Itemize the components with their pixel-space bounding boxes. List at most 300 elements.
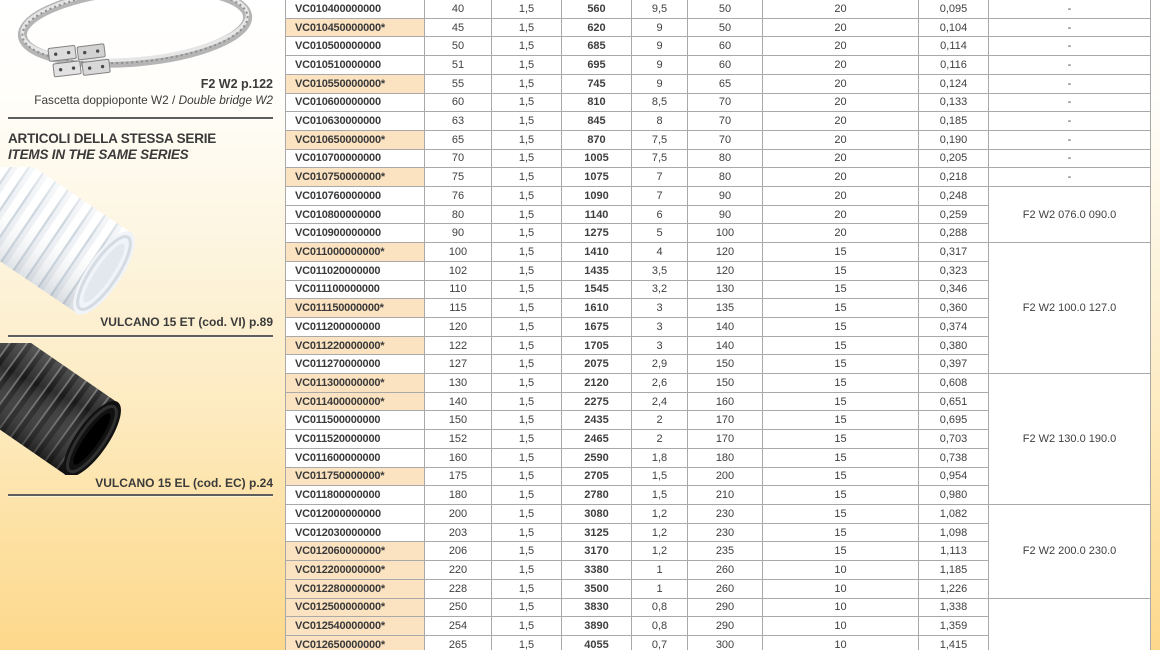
bend-radius-cell: 60 (688, 56, 763, 75)
bend-radius-cell: 70 (688, 112, 763, 131)
length-cell: 15 (763, 243, 919, 262)
length-cell: 15 (763, 430, 919, 449)
product-code-cell: VC011300000000* (286, 374, 425, 393)
weight-gm-cell: 745 (562, 75, 632, 94)
vacuum-cell: 9 (632, 19, 688, 38)
wall-thickness-cell: 1,5 (492, 636, 562, 650)
weight-gm-cell: 3830 (562, 599, 632, 618)
accessory-group-cell: F2 W2 076.0 090.0 (989, 187, 1151, 243)
weight-gm-cell: 1140 (562, 206, 632, 225)
accessory-group-cell: F2 W2 200.0 230.0 (989, 505, 1151, 599)
bend-radius-cell: 130 (688, 281, 763, 300)
weight-gm-cell: 810 (562, 94, 632, 113)
diameter-cell: 203 (425, 524, 492, 543)
length-cell: 15 (763, 542, 919, 561)
weight-kg-cell: 0,954 (919, 468, 989, 487)
bend-radius-cell: 235 (688, 542, 763, 561)
length-cell: 15 (763, 281, 919, 300)
weight-kg-cell: 0,380 (919, 337, 989, 356)
product-code-cell: VC011500000000 (286, 411, 425, 430)
vacuum-cell: 3 (632, 318, 688, 337)
weight-kg-cell: 1,226 (919, 580, 989, 599)
weight-gm-cell: 1675 (562, 318, 632, 337)
product-code-cell: VC010500000000 (286, 37, 425, 56)
accessory-group-cell (989, 599, 1151, 650)
diameter-cell: 150 (425, 411, 492, 430)
product-code-cell: VC011100000000 (286, 281, 425, 300)
length-cell: 15 (763, 393, 919, 412)
product-code-cell: VC012650000000* (286, 636, 425, 650)
length-cell: 20 (763, 56, 919, 75)
product-code-cell: VC011020000000 (286, 262, 425, 281)
wall-thickness-cell: 1,5 (492, 19, 562, 38)
weight-kg-cell: 0,248 (919, 187, 989, 206)
length-cell: 10 (763, 561, 919, 580)
weight-gm-cell: 620 (562, 19, 632, 38)
bend-radius-cell: 80 (688, 150, 763, 169)
product-code-cell: VC011400000000* (286, 393, 425, 412)
product-code-cell: VC010550000000* (286, 75, 425, 94)
wall-thickness-cell: 1,5 (492, 599, 562, 618)
length-cell: 15 (763, 337, 919, 356)
weight-kg-cell: 1,338 (919, 599, 989, 618)
wall-thickness-cell: 1,5 (492, 337, 562, 356)
vacuum-cell: 9 (632, 37, 688, 56)
weight-kg-cell: 0,346 (919, 281, 989, 300)
weight-kg-cell: 0,360 (919, 299, 989, 318)
vacuum-cell: 1,5 (632, 468, 688, 487)
weight-gm-cell: 1075 (562, 168, 632, 187)
product-code-cell: VC010700000000 (286, 150, 425, 169)
weight-kg-cell: 0,608 (919, 374, 989, 393)
weight-gm-cell: 1545 (562, 281, 632, 300)
diameter-cell: 65 (425, 131, 492, 150)
clamp-caption: Fascetta doppioponte W2 / Double bridge W2 (34, 93, 273, 107)
clamp-page-ref: F2 W2 p.122 (200, 77, 273, 91)
diameter-cell: 140 (425, 393, 492, 412)
vacuum-cell: 0,8 (632, 617, 688, 636)
product-code-cell: VC010450000000* (286, 19, 425, 38)
length-cell: 20 (763, 94, 919, 113)
series-heading-english: ITEMS IN THE SAME SERIES (8, 147, 189, 162)
weight-kg-cell: 0,095 (919, 0, 989, 19)
vacuum-cell: 1,2 (632, 524, 688, 543)
black-hose-image (0, 343, 172, 475)
length-cell: 10 (763, 580, 919, 599)
product-code-cell: VC011800000000 (286, 486, 425, 505)
bend-radius-cell: 90 (688, 187, 763, 206)
accessory-cell: - (989, 131, 1151, 150)
diameter-cell: 55 (425, 75, 492, 94)
bend-radius-cell: 260 (688, 580, 763, 599)
weight-gm-cell: 2275 (562, 393, 632, 412)
weight-kg-cell: 0,190 (919, 131, 989, 150)
accessory-cell: - (989, 75, 1151, 94)
diameter-cell: 254 (425, 617, 492, 636)
wall-thickness-cell: 1,5 (492, 449, 562, 468)
product-code-cell: VC012500000000* (286, 599, 425, 618)
weight-gm-cell: 2780 (562, 486, 632, 505)
weight-kg-cell: 0,259 (919, 206, 989, 225)
wall-thickness-cell: 1,5 (492, 411, 562, 430)
wall-thickness-cell: 1,5 (492, 505, 562, 524)
product-code-cell: VC012540000000* (286, 617, 425, 636)
diameter-cell: 40 (425, 0, 492, 19)
diameter-cell: 265 (425, 636, 492, 650)
wall-thickness-cell: 1,5 (492, 0, 562, 19)
weight-kg-cell: 0,323 (919, 262, 989, 281)
weight-gm-cell: 3125 (562, 524, 632, 543)
bend-radius-cell: 230 (688, 524, 763, 543)
weight-gm-cell: 2120 (562, 374, 632, 393)
wall-thickness-cell: 1,5 (492, 617, 562, 636)
bend-radius-cell: 120 (688, 243, 763, 262)
wall-thickness-cell: 1,5 (492, 486, 562, 505)
bend-radius-cell: 50 (688, 0, 763, 19)
weight-kg-cell: 0,288 (919, 224, 989, 243)
weight-kg-cell: 0,980 (919, 486, 989, 505)
vacuum-cell: 2 (632, 430, 688, 449)
bend-radius-cell: 170 (688, 430, 763, 449)
wall-thickness-cell: 1,5 (492, 524, 562, 543)
weight-kg-cell: 0,185 (919, 112, 989, 131)
bend-radius-cell: 80 (688, 168, 763, 187)
bend-radius-cell: 60 (688, 37, 763, 56)
product-code-cell: VC012060000000* (286, 542, 425, 561)
diameter-cell: 120 (425, 318, 492, 337)
series-heading-italian: ARTICOLI DELLA STESSA SERIE (8, 131, 217, 146)
wall-thickness-cell: 1,5 (492, 542, 562, 561)
length-cell: 20 (763, 0, 919, 19)
vacuum-cell: 8 (632, 112, 688, 131)
bend-radius-cell: 290 (688, 617, 763, 636)
vacuum-cell: 0,8 (632, 599, 688, 618)
weight-kg-cell: 0,695 (919, 411, 989, 430)
clamp-caption-italian: Fascetta doppioponte W2 (34, 93, 169, 107)
wall-thickness-cell: 1,5 (492, 224, 562, 243)
length-cell: 15 (763, 486, 919, 505)
product-code-cell: VC010600000000 (286, 94, 425, 113)
wall-thickness-cell: 1,5 (492, 374, 562, 393)
weight-gm-cell: 685 (562, 37, 632, 56)
vacuum-cell: 6 (632, 206, 688, 225)
weight-gm-cell: 1410 (562, 243, 632, 262)
vacuum-cell: 3,5 (632, 262, 688, 281)
bend-radius-cell: 150 (688, 374, 763, 393)
weight-kg-cell: 0,374 (919, 318, 989, 337)
length-cell: 15 (763, 355, 919, 374)
bend-radius-cell: 180 (688, 449, 763, 468)
wall-thickness-cell: 1,5 (492, 150, 562, 169)
diameter-cell: 228 (425, 580, 492, 599)
length-cell: 20 (763, 187, 919, 206)
length-cell: 15 (763, 449, 919, 468)
vacuum-cell: 9 (632, 75, 688, 94)
vacuum-cell: 7,5 (632, 150, 688, 169)
weight-kg-cell: 0,114 (919, 37, 989, 56)
product-code-cell: VC011750000000* (286, 468, 425, 487)
vacuum-cell: 2 (632, 411, 688, 430)
divider-line (8, 335, 273, 337)
accessory-cell: - (989, 56, 1151, 75)
diameter-cell: 110 (425, 281, 492, 300)
length-cell: 20 (763, 131, 919, 150)
diameter-cell: 250 (425, 599, 492, 618)
length-cell: 20 (763, 19, 919, 38)
wall-thickness-cell: 1,5 (492, 56, 562, 75)
wall-thickness-cell: 1,5 (492, 131, 562, 150)
vacuum-cell: 1,5 (632, 486, 688, 505)
length-cell: 15 (763, 262, 919, 281)
vacuum-cell: 2,9 (632, 355, 688, 374)
diameter-cell: 180 (425, 486, 492, 505)
diameter-cell: 130 (425, 374, 492, 393)
vacuum-cell: 9,5 (632, 0, 688, 19)
diameter-cell: 60 (425, 94, 492, 113)
length-cell: 20 (763, 150, 919, 169)
accessory-cell: - (989, 19, 1151, 38)
weight-gm-cell: 2435 (562, 411, 632, 430)
weight-gm-cell: 2590 (562, 449, 632, 468)
product-code-cell: VC011270000000 (286, 355, 425, 374)
wall-thickness-cell: 1,5 (492, 262, 562, 281)
vacuum-cell: 7 (632, 168, 688, 187)
weight-kg-cell: 0,317 (919, 243, 989, 262)
length-cell: 20 (763, 37, 919, 56)
bend-radius-cell: 210 (688, 486, 763, 505)
bend-radius-cell: 65 (688, 75, 763, 94)
weight-gm-cell: 695 (562, 56, 632, 75)
weight-kg-cell: 1,113 (919, 542, 989, 561)
wall-thickness-cell: 1,5 (492, 243, 562, 262)
vacuum-cell: 2,6 (632, 374, 688, 393)
product-code-cell: VC010750000000* (286, 168, 425, 187)
bend-radius-cell: 140 (688, 337, 763, 356)
accessory-group-cell: F2 W2 100.0 127.0 (989, 243, 1151, 374)
black-hose-label: VULCANO 15 EL (cod. EC) p.24 (95, 476, 273, 490)
accessory-group-cell: F2 W2 130.0 190.0 (989, 374, 1151, 505)
diameter-cell: 220 (425, 561, 492, 580)
weight-kg-cell: 0,104 (919, 19, 989, 38)
wall-thickness-cell: 1,5 (492, 112, 562, 131)
weight-gm-cell: 3170 (562, 542, 632, 561)
product-code-cell: VC011220000000* (286, 337, 425, 356)
wall-thickness-cell: 1,5 (492, 561, 562, 580)
product-code-cell: VC012030000000 (286, 524, 425, 543)
weight-gm-cell: 2075 (562, 355, 632, 374)
weight-kg-cell: 0,218 (919, 168, 989, 187)
weight-gm-cell: 560 (562, 0, 632, 19)
weight-kg-cell: 1,082 (919, 505, 989, 524)
product-code-cell: VC012000000000 (286, 505, 425, 524)
diameter-cell: 206 (425, 542, 492, 561)
bend-radius-cell: 200 (688, 468, 763, 487)
diameter-cell: 160 (425, 449, 492, 468)
product-code-cell: VC010900000000 (286, 224, 425, 243)
product-code-cell: VC012280000000* (286, 580, 425, 599)
bend-radius-cell: 260 (688, 561, 763, 580)
weight-kg-cell: 0,703 (919, 430, 989, 449)
product-code-cell: VC011000000000* (286, 243, 425, 262)
wall-thickness-cell: 1,5 (492, 206, 562, 225)
vacuum-cell: 9 (632, 56, 688, 75)
accessory-cell: - (989, 150, 1151, 169)
wall-thickness-cell: 1,5 (492, 75, 562, 94)
weight-kg-cell: 0,651 (919, 393, 989, 412)
wall-thickness-cell: 1,5 (492, 187, 562, 206)
bend-radius-cell: 290 (688, 599, 763, 618)
diameter-cell: 102 (425, 262, 492, 281)
weight-gm-cell: 3380 (562, 561, 632, 580)
wall-thickness-cell: 1,5 (492, 355, 562, 374)
diameter-cell: 122 (425, 337, 492, 356)
bend-radius-cell: 230 (688, 505, 763, 524)
weight-kg-cell: 1,415 (919, 636, 989, 650)
length-cell: 15 (763, 299, 919, 318)
weight-kg-cell: 1,098 (919, 524, 989, 543)
bend-radius-cell: 70 (688, 94, 763, 113)
white-hose-image (0, 167, 186, 319)
diameter-cell: 175 (425, 468, 492, 487)
clamp-caption-english: Double bridge W2 (178, 93, 273, 107)
bend-radius-cell: 160 (688, 393, 763, 412)
diameter-cell: 80 (425, 206, 492, 225)
accessory-cell: - (989, 0, 1151, 19)
bend-radius-cell: 140 (688, 318, 763, 337)
vacuum-cell: 7,5 (632, 131, 688, 150)
weight-gm-cell: 2465 (562, 430, 632, 449)
diameter-cell: 127 (425, 355, 492, 374)
diameter-cell: 75 (425, 168, 492, 187)
product-code-cell: VC010510000000 (286, 56, 425, 75)
weight-gm-cell: 1705 (562, 337, 632, 356)
accessory-cell: - (989, 168, 1151, 187)
length-cell: 10 (763, 636, 919, 650)
product-code-cell: VC011600000000 (286, 449, 425, 468)
vacuum-cell: 1 (632, 561, 688, 580)
diameter-cell: 100 (425, 243, 492, 262)
length-cell: 20 (763, 112, 919, 131)
weight-gm-cell: 3890 (562, 617, 632, 636)
vacuum-cell: 1 (632, 580, 688, 599)
product-code-cell: VC010400000000 (286, 0, 425, 19)
weight-gm-cell: 3500 (562, 580, 632, 599)
wall-thickness-cell: 1,5 (492, 37, 562, 56)
diameter-cell: 90 (425, 224, 492, 243)
length-cell: 20 (763, 168, 919, 187)
vacuum-cell: 4 (632, 243, 688, 262)
bend-radius-cell: 50 (688, 19, 763, 38)
weight-kg-cell: 0,738 (919, 449, 989, 468)
length-cell: 20 (763, 75, 919, 94)
wall-thickness-cell: 1,5 (492, 299, 562, 318)
diameter-cell: 51 (425, 56, 492, 75)
weight-gm-cell: 4055 (562, 636, 632, 650)
wall-thickness-cell: 1,5 (492, 468, 562, 487)
weight-kg-cell: 1,359 (919, 617, 989, 636)
length-cell: 15 (763, 468, 919, 487)
diameter-cell: 45 (425, 19, 492, 38)
vacuum-cell: 5 (632, 224, 688, 243)
vacuum-cell: 3 (632, 337, 688, 356)
length-cell: 15 (763, 374, 919, 393)
length-cell: 15 (763, 318, 919, 337)
diameter-cell: 152 (425, 430, 492, 449)
weight-gm-cell: 1005 (562, 150, 632, 169)
bend-radius-cell: 100 (688, 224, 763, 243)
bend-radius-cell: 70 (688, 131, 763, 150)
product-code-cell: VC011200000000 (286, 318, 425, 337)
diameter-cell: 50 (425, 37, 492, 56)
product-code-cell: VC010650000000* (286, 131, 425, 150)
wall-thickness-cell: 1,5 (492, 430, 562, 449)
bend-radius-cell: 170 (688, 411, 763, 430)
bend-radius-cell: 90 (688, 206, 763, 225)
wall-thickness-cell: 1,5 (492, 393, 562, 412)
weight-kg-cell: 0,133 (919, 94, 989, 113)
weight-kg-cell: 0,116 (919, 56, 989, 75)
vacuum-cell: 1,8 (632, 449, 688, 468)
product-code-cell: VC012200000000* (286, 561, 425, 580)
divider-line (8, 494, 273, 496)
bend-radius-cell: 120 (688, 262, 763, 281)
wall-thickness-cell: 1,5 (492, 94, 562, 113)
length-cell: 15 (763, 524, 919, 543)
product-code-cell: VC010630000000 (286, 112, 425, 131)
weight-gm-cell: 2705 (562, 468, 632, 487)
wall-thickness-cell: 1,5 (492, 318, 562, 337)
diameter-cell: 115 (425, 299, 492, 318)
weight-gm-cell: 1435 (562, 262, 632, 281)
white-hose-label: VULCANO 15 ET (cod. VI) p.89 (100, 315, 273, 329)
vacuum-cell: 1,2 (632, 505, 688, 524)
weight-gm-cell: 1610 (562, 299, 632, 318)
diameter-cell: 76 (425, 187, 492, 206)
bend-radius-cell: 150 (688, 355, 763, 374)
weight-gm-cell: 1275 (562, 224, 632, 243)
diameter-cell: 63 (425, 112, 492, 131)
product-code-cell: VC010760000000 (286, 187, 425, 206)
product-code-cell: VC011150000000* (286, 299, 425, 318)
accessory-cell: - (989, 112, 1151, 131)
weight-gm-cell: 1090 (562, 187, 632, 206)
wall-thickness-cell: 1,5 (492, 580, 562, 599)
vacuum-cell: 0,7 (632, 636, 688, 650)
weight-gm-cell: 870 (562, 131, 632, 150)
product-code-cell: VC010800000000 (286, 206, 425, 225)
bend-radius-cell: 300 (688, 636, 763, 650)
vacuum-cell: 8,5 (632, 94, 688, 113)
wall-thickness-cell: 1,5 (492, 281, 562, 300)
bend-radius-cell: 135 (688, 299, 763, 318)
diameter-cell: 70 (425, 150, 492, 169)
vacuum-cell: 1,2 (632, 542, 688, 561)
length-cell: 20 (763, 206, 919, 225)
vacuum-cell: 3 (632, 299, 688, 318)
accessory-cell: - (989, 37, 1151, 56)
catalog-table (285, 0, 1151, 650)
weight-gm-cell: 3080 (562, 505, 632, 524)
length-cell: 10 (763, 599, 919, 618)
divider-line (8, 117, 273, 119)
weight-kg-cell: 0,124 (919, 75, 989, 94)
product-code-cell: VC011520000000 (286, 430, 425, 449)
length-cell: 15 (763, 505, 919, 524)
weight-gm-cell: 845 (562, 112, 632, 131)
vacuum-cell: 7 (632, 187, 688, 206)
weight-kg-cell: 1,185 (919, 561, 989, 580)
weight-kg-cell: 0,205 (919, 150, 989, 169)
